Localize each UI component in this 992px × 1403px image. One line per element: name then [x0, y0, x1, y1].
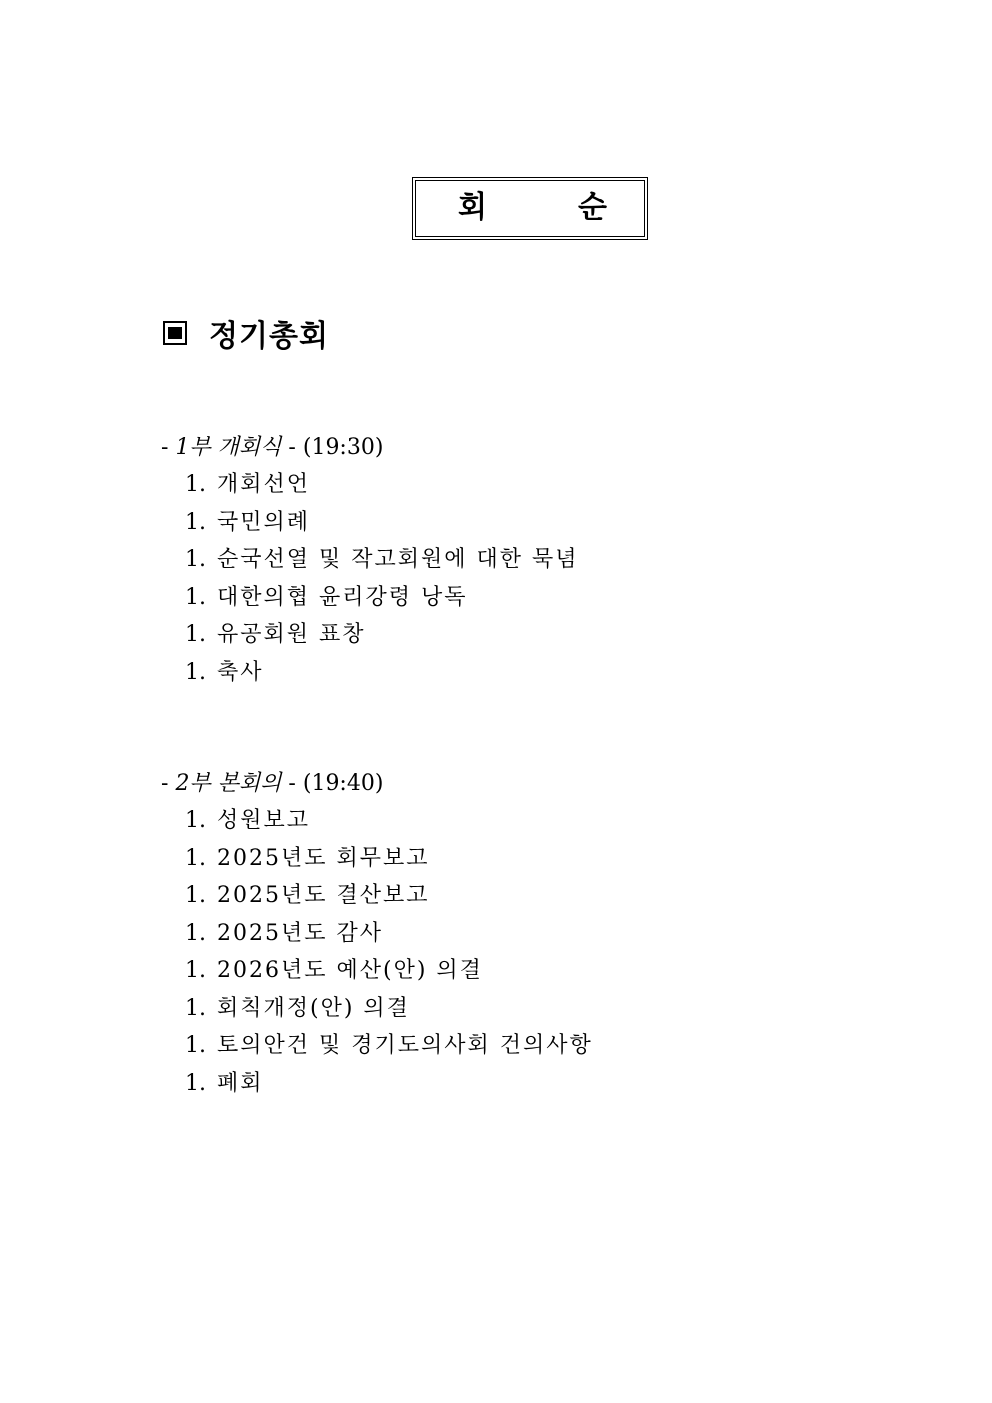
item-text: 성원보고	[217, 808, 311, 833]
item-number: 1.	[185, 622, 206, 647]
item-text: 개회선언	[217, 472, 311, 497]
item-number: 1.	[185, 995, 206, 1021]
item-number: 1.	[185, 845, 206, 871]
title-inner-frame	[415, 180, 645, 237]
item-text: 순국선열 및 작고회원에 대한 묵념	[217, 547, 579, 572]
part2-item-list	[185, 807, 593, 1107]
item-number: 1.	[185, 584, 206, 610]
section-heading	[163, 315, 329, 354]
item-number: 1.	[185, 1070, 206, 1096]
list-item	[185, 509, 579, 547]
item-number: 1.	[185, 547, 206, 572]
item-text: 축사	[217, 659, 264, 685]
part2-time: - (19:40)	[281, 771, 384, 796]
part2-dash: -	[161, 771, 176, 796]
item-text: 유공회원 표창	[217, 622, 366, 647]
filled-square-icon	[163, 321, 187, 345]
list-item	[185, 1032, 593, 1070]
part1-dash: -	[161, 435, 176, 460]
list-item	[185, 546, 579, 584]
item-number: 1.	[185, 883, 206, 908]
item-number: 1.	[185, 472, 206, 497]
list-item	[185, 659, 579, 697]
list-item	[185, 957, 593, 995]
part1-heading	[161, 434, 383, 462]
part1-time: - (19:30)	[281, 435, 384, 460]
list-item	[185, 995, 593, 1033]
item-number: 1.	[185, 958, 206, 983]
part1-item-list	[185, 471, 579, 696]
list-item	[185, 471, 579, 509]
item-number: 1.	[185, 920, 206, 946]
part1-name: 1부 개회식	[175, 435, 282, 460]
item-number: 1.	[185, 808, 206, 833]
list-item	[185, 807, 593, 845]
item-text: 회칙개정(안) 의결	[217, 995, 410, 1021]
list-item	[185, 584, 579, 622]
item-text: 토의안건 및 경기도의사회 건의사항	[217, 1033, 593, 1058]
item-text: 대한의협 윤리강령 낭독	[217, 584, 468, 610]
item-text: 폐회	[217, 1070, 264, 1096]
item-text: 2025년도 회무보고	[217, 845, 430, 871]
item-number: 1.	[185, 1033, 206, 1058]
title-box	[412, 177, 648, 240]
list-item	[185, 882, 593, 920]
item-number: 1.	[185, 509, 206, 535]
section-title: 정기총회	[209, 319, 329, 354]
title-char-2: 순	[578, 190, 607, 225]
item-text: 2025년도 감사	[217, 920, 383, 946]
item-text: 국민의례	[217, 509, 311, 535]
part2-name: 2부 본회의	[175, 771, 282, 796]
list-item	[185, 1070, 593, 1108]
list-item	[185, 920, 593, 958]
title-char-1: 회	[458, 190, 487, 225]
part2-heading	[161, 770, 383, 798]
list-item	[185, 845, 593, 883]
item-number: 1.	[185, 659, 206, 685]
list-item	[185, 621, 579, 659]
item-text: 2026년도 예산(안) 의결	[217, 958, 483, 983]
item-text: 2025년도 결산보고	[217, 883, 430, 908]
